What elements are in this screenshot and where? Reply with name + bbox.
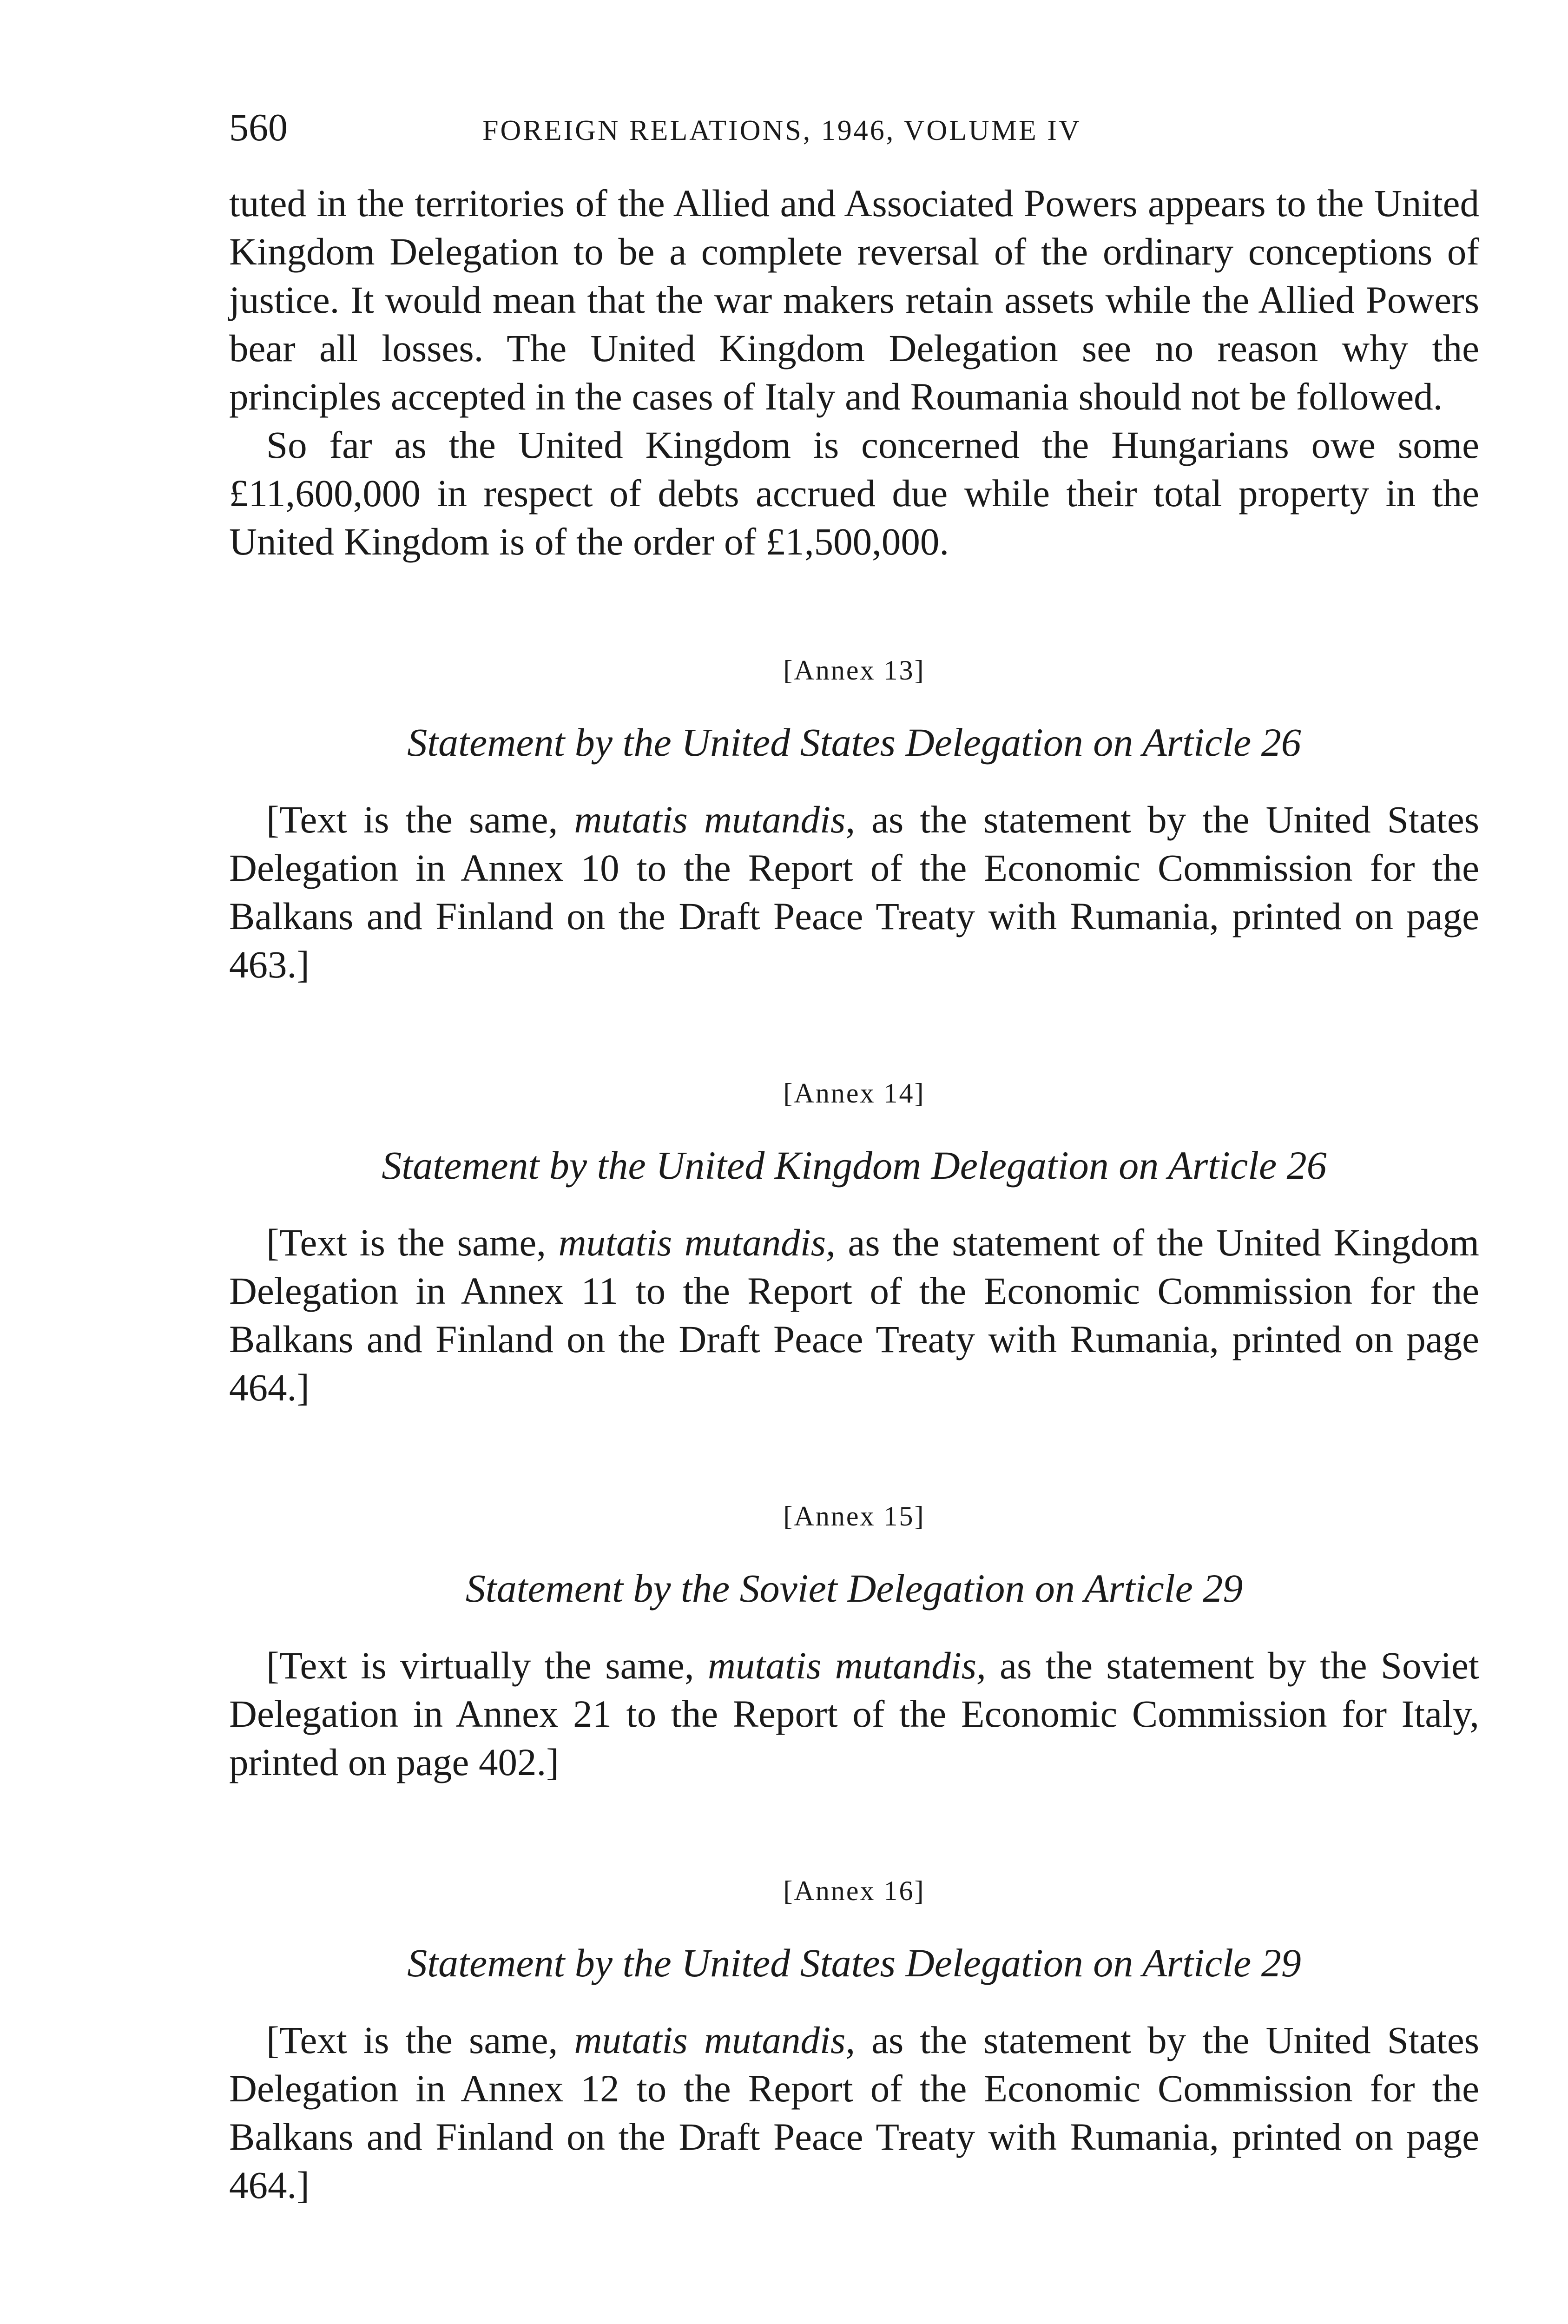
- annex-text-before: [Text is the same,: [266, 1221, 559, 1264]
- annex-heading: Statement by the United Kingdom Delegation on Article 26: [382, 1143, 1327, 1188]
- annex-italic-phrase: mutatis mutandis,: [558, 1221, 836, 1264]
- annex-body: [229, 1218, 1479, 1412]
- annex-heading: Statement by the United States Delegation on Article 29: [407, 1941, 1301, 1985]
- annex-text-before: [Text is the same,: [266, 2019, 574, 2061]
- annex-text-before: [Text is virtually the same,: [266, 1644, 708, 1687]
- annex-label: [Annex 13]: [783, 655, 925, 686]
- annex-16: [229, 1870, 1479, 2209]
- page-number: 560: [229, 106, 288, 149]
- running-title: FOREIGN RELATIONS, 1946, VOLUME IV: [482, 115, 1081, 146]
- annex-heading: Statement by the United States Delegation on Article 26: [407, 720, 1301, 765]
- body-paragraph-2: So far as the United Kingdom is concerned the Hungarians owe some £11,600,000 in respect of debts accrued due while their total property in the United Kingdom is of the order of £1,500,000.: [229, 423, 1479, 563]
- annex-italic-phrase: mutatis mutandis,: [707, 1644, 986, 1687]
- annex-text-after: as the statement by the United States Delegation in Annex 10 to the Report of the Economic Commission for the Balkans and Finland on the Draft Peace Treaty with Rumania, printed on page 463.]: [229, 798, 1479, 986]
- annex-body: [229, 1641, 1479, 1786]
- running-header: [229, 105, 1479, 151]
- annex-text-after: as the statement by the United States Delegation in Annex 12 to the Report of the Economic Commission for the Balkans and Finland on the Draft Peace Treaty with Rumania, printed on page 464.]: [229, 2019, 1479, 2206]
- annex-italic-phrase: mutatis mutandis,: [574, 2019, 856, 2061]
- annex-15: [229, 1495, 1479, 1786]
- annex-text-before: [Text is the same,: [266, 798, 574, 841]
- annex-heading: Statement by the Soviet Delegation on Article 29: [465, 1566, 1243, 1611]
- annex-body: [229, 2016, 1479, 2209]
- annex-label: [Annex 15]: [783, 1501, 925, 1532]
- annex-text-after: as the statement by the Soviet Delegation in Annex 21 to the Report of the Economic Commission for Italy, printed on page 402.]: [229, 1644, 1479, 1783]
- annex-body: [229, 795, 1479, 989]
- annex-label: [Annex 14]: [783, 1078, 925, 1109]
- document-page: [229, 105, 1479, 2209]
- annex-italic-phrase: mutatis mutandis,: [574, 798, 856, 841]
- annex-label: [Annex 16]: [783, 1875, 925, 1906]
- annex-13: [229, 649, 1479, 989]
- annex-14: [229, 1072, 1479, 1412]
- body-paragraph-1: tuted in the territories of the Allied and Associated Powers appears to the United Kingdom Delegation to be a complete reversal of the ordinary conceptions of justice. It would mean that the war makers retain assets while the Allied Powers bear all losses. The United Kingdom Delegation see no reason why the principles accepted in the cases of Italy and Roumania should not be followed.: [229, 182, 1479, 418]
- annex-text-after: as the statement of the United Kingdom Delegation in Annex 11 to the Report of the Economic Commission for the Balkans and Finland on the Draft Peace Treaty with Rumania, printed on page 464.]: [229, 1221, 1479, 1409]
